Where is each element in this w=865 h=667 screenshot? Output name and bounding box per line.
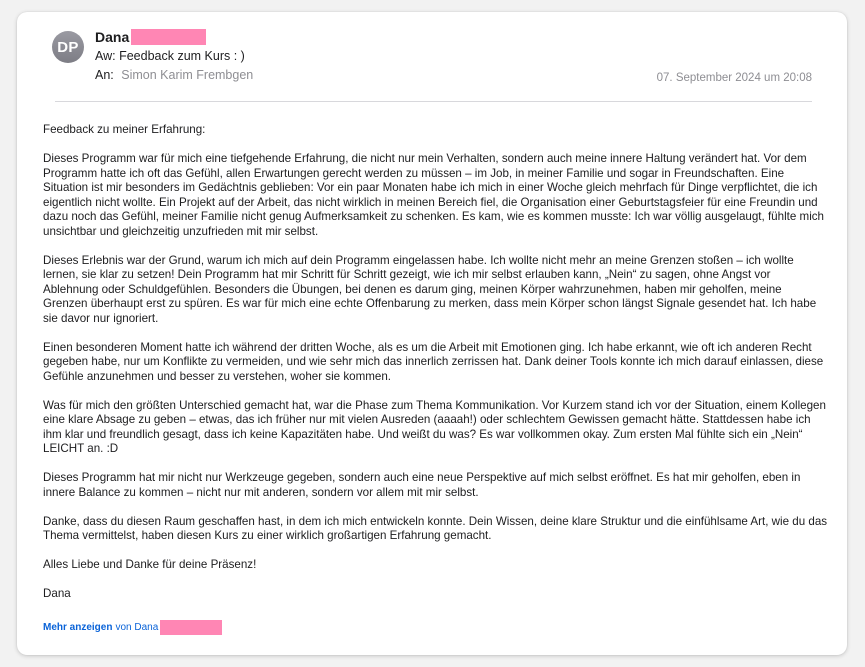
body-paragraph: Dieses Erlebnis war der Grund, warum ich mich auf dein Programm eingelassen habe. Ich wollte nicht mehr an meine Grenzen stoßen – ich wollte lernen, sie klar zu setzen! Dein Programm hat mir Schritt für Schritt gezeigt, wie ich mir selbst erlauben kann, „Nein“ zu sagen, ohne Angst vor Ablehnung oder Schuldgefühlen. Besonders die Übungen, bei denen es darum ging, meinen Körper wahrzunehmen, haben mir geholfen, meine Grenzen überhaupt erst zu spüren. Es war für mich eine echte Offenbarung zu merken, dass mein Körper schon längst Signale gesendet hat. Ich habe sie davor nur ignoriert. xyxy=(43,253,817,325)
body-paragraph: Dieses Programm war für mich eine tiefgehende Erfahrung, die nicht nur mein Verhalten, sondern auch meine innere Haltung verändert hat. Vor dem Programm hatte ich oft das Gefühl, allen Erwartungen gerecht werden zu müssen – im Job, in meiner Familie und sogar in Freundschaften. Eine Situation ist mir besonders im Gedächtnis geblieben: Vor ein paar Monaten habe ich mich in einer Woche gleich mehrfach für Dinge verpflichtet, die ich eigentlich nicht wollte. Ein Projekt auf der Arbeit, das nicht wirklich in meinen Bereich fiel, die Organisation einer Geburtstagsfeier für eine Freundin und dazu noch das Gefühl, meiner Familie nicht genug Aufmerksamkeit zu schenken. Es kam, wie es kommen musste: Ich war völlig ausgelaugt, fühlte mich unsichtbar und gleichzeitig unzufrieden mit mir selbst. xyxy=(43,152,825,238)
email-header xyxy=(17,12,847,102)
email-subject: Aw: Feedback zum Kurs : ) xyxy=(95,49,245,63)
header-divider xyxy=(55,101,812,102)
body-paragraph: Feedback zu meiner Erfahrung: xyxy=(43,123,206,136)
body-paragraph: Was für mich den größten Unterschied gemacht hat, war die Phase zum Thema Kommunikation. Vor Kurzem stand ich vor der Situation, einem Kollegen eine klare Absage zu geben – etwas, das ich früher nur mit vielen Ausreden (aaaah!) oder schlechtem Gewissen gemacht hätte. Stattdessen habe ich ihm klar und freundlich gesagt, dass ich keine Kapazitäten habe. Und weißt du was? Es war vollkommen okay. Zum ersten Mal fühlte sich ein „Nein“ LEICHT an. :D xyxy=(43,398,826,455)
show-more-redaction xyxy=(160,620,222,635)
email-card xyxy=(17,12,847,655)
sender-avatar[interactable]: DP xyxy=(52,31,84,63)
body-paragraph: Einen besonderen Moment hatte ich während der dritten Woche, als es um die Arbeit mit Emotionen ging. Ich habe erkannt, wie oft ich anderen Recht gegeben habe, nur um Konflikte zu vermeiden, und wie sehr mich das innerlich zerrissen hat. Dank deiner Tools konnte ich mich darauf einlassen, diese Gefühle anzunehmen und besser zu verstehen, woher sie kommen. xyxy=(43,340,824,383)
show-more-link[interactable]: Mehr anzeigen xyxy=(43,622,113,633)
email-date: 07. September 2024 um 20:08 xyxy=(656,72,812,84)
body-paragraph: Alles Liebe und Danke für deine Präsenz! xyxy=(43,558,257,571)
body-signature: Dana xyxy=(43,587,71,600)
body-paragraph: Danke, dass du diesen Raum geschaffen hast, in dem ich mich entwickeln konnte. Dein Wissen, deine klare Struktur und die einfühlsame Art, wie du das Thema vermittelst, haben diesen Kurs zu einer wirklich großartigen Erfahrung gemacht. xyxy=(43,514,828,542)
to-label: An: xyxy=(95,68,114,82)
recipient-line xyxy=(95,68,253,82)
show-more-from: von Dana xyxy=(115,622,159,633)
body-paragraph: Dieses Programm hat mir nicht nur Werkzeuge gegeben, sondern auch eine neue Perspektive auf mich selbst eröffnet. Es hat mir geholfen, eben in innere Balance zu kommen – nicht nur mit anderen, sondern vor allem mit mir selbst. xyxy=(43,471,801,499)
sender-name[interactable]: Dana xyxy=(95,29,130,45)
recipient-name[interactable]: Simon Karim Frembgen xyxy=(121,68,254,82)
sender-redaction xyxy=(131,29,206,45)
show-more-row xyxy=(43,620,222,635)
sender-line[interactable] xyxy=(95,29,206,45)
email-body xyxy=(43,123,828,616)
